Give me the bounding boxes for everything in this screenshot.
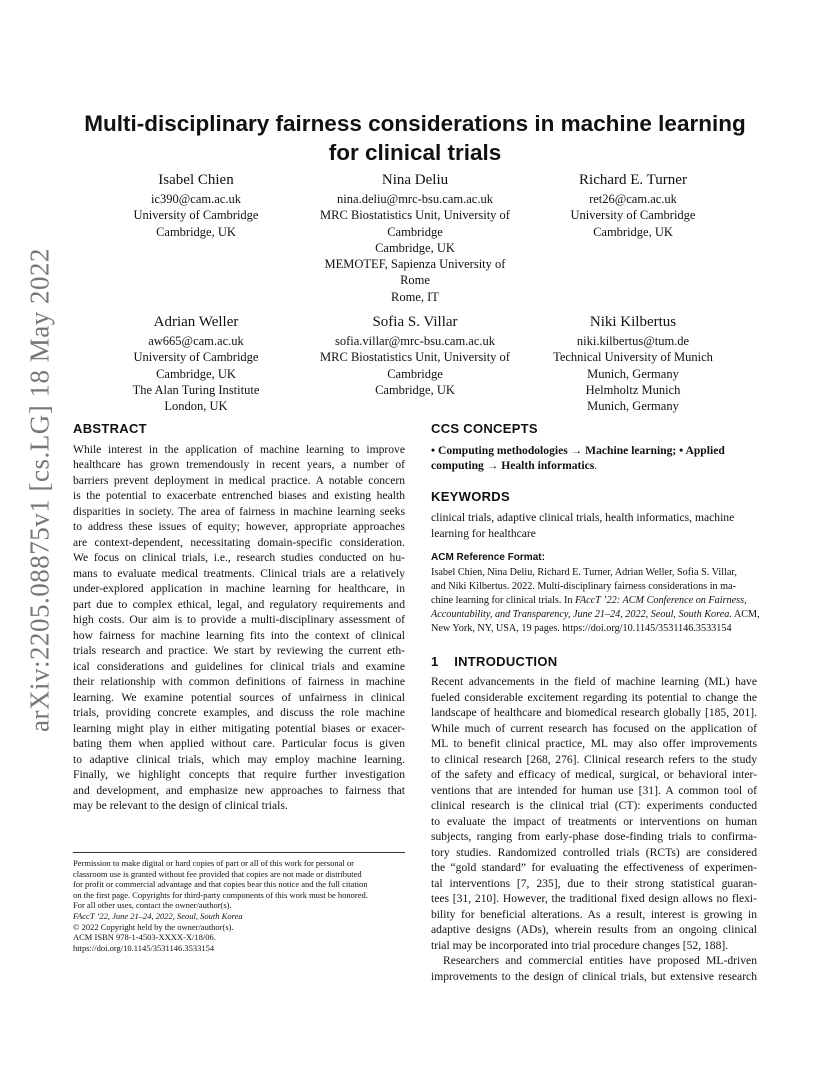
author-affiliation: The Alan Turing Institute: [132, 382, 260, 397]
footnote-line: classroom use is granted without fee provided that copies are not made or distributed: [73, 868, 362, 879]
author-affiliation: Helmholtz Munich: [585, 382, 681, 397]
intro-line: tal interventions [7, 235], due to their strong statistical guaran-: [431, 876, 757, 890]
abstract-line: trials, providing concrete examples, and discuss the role machine: [73, 706, 405, 719]
abstract-line: and development, and emphasize new approaches to fairness that: [73, 783, 405, 797]
author-name: Nina Deliu: [381, 172, 449, 188]
abstract-line: ical considerations and guidelines for clinical trials and examine: [73, 659, 405, 673]
author-name: Sofia S. Villar: [372, 314, 458, 330]
intro-title: INTRODUCTION: [454, 653, 558, 669]
abstract-line: barriers prevent deployment in medical practice. A notable concern: [73, 473, 405, 487]
intro-number: 1: [431, 653, 439, 669]
abstract-line: to address these issues of equity; however, appropriate approaches: [73, 520, 405, 533]
abstract-line: mans to evaluate medical treatments. Clinical trials are a relatively: [73, 566, 405, 580]
ccs-heading: CCS CONCEPTS: [431, 421, 538, 436]
abstract-line: Finally, we highlight concepts that require further investigation: [73, 768, 405, 781]
ccs-end: .: [594, 459, 598, 472]
ccs-term: computing → Health informatics: [431, 459, 595, 472]
intro-line: trial may be incorporated into trial procedure changes [52, 188].: [431, 938, 729, 952]
acm-ref-line: New York, NY, USA, 19 pages. https://doi.org/10.1145/3531146.3533154: [431, 623, 732, 635]
intro-line: the “gold standard” for evaluating the effectiveness of experimen-: [431, 861, 757, 875]
title-line: for clinical trials: [328, 140, 502, 165]
author-name: Isabel Chien: [158, 172, 234, 188]
abstract-line: may be relevant to the design of clinical trials.: [73, 799, 288, 812]
intro-line: tees [31, 210]. However, the traditional fixed design allows no flexi-: [431, 892, 757, 906]
footnote-line: Permission to make digital or hard copies of part or all of this work for personal or: [73, 858, 354, 868]
acm-ref-label: ACM Reference Format:: [431, 552, 545, 563]
abstract-line: disparities in society. The area of fairness in machine learning seeks: [73, 504, 405, 518]
acm-reference: [431, 566, 760, 637]
title-line: Multi-disciplinary fairness considerations in machine learning: [84, 111, 746, 136]
footnote-line: for profit or commercial advantage and that copies bear this notice and the full citation: [73, 879, 368, 890]
footnote-line: For all other uses, contact the owner/author(s).: [73, 900, 232, 911]
acm-ref-line: Isabel Chien, Nina Deliu, Richard E. Turner, Adrian Weller, Sofia S. Villar,: [431, 566, 737, 578]
ccs-line: • Computing methodologies → Machine learning; • Applied: [431, 443, 725, 457]
ccs-concepts: [431, 443, 757, 474]
abstract-line: healthcare has grown tremendously in recent years, a number of: [73, 458, 405, 471]
right-column: [431, 421, 760, 984]
author-affiliation: Cambridge: [387, 366, 443, 381]
author-email[interactable]: aw665@cam.ac.uk: [148, 334, 244, 348]
abstract-line: part due to complex ethical, legal, and regulatory requirements and: [73, 597, 405, 611]
author-location: Cambridge, UK: [156, 224, 236, 239]
author-location: Munich, Germany: [587, 366, 679, 381]
author-email[interactable]: sofia.villar@mrc-bsu.cam.ac.uk: [334, 334, 496, 348]
author-location: Munich, Germany: [587, 399, 679, 414]
abstract-line: are context-dependent, necessitating domain-specific consideration.: [73, 535, 405, 549]
intro-paragraph: [431, 953, 757, 984]
author-email[interactable]: nina.deliu@mrc-bsu.cam.ac.uk: [337, 192, 493, 206]
copyright-footnote: [73, 858, 405, 953]
abstract-line: under-explored application in machine learning for healthcare, in: [73, 582, 405, 595]
author-email[interactable]: ic390@cam.ac.uk: [151, 192, 241, 206]
intro-line: Researchers and commercial entities have proposed ML-driven: [443, 954, 757, 968]
abstract-line: While interest in the application of machine learning to improve: [73, 442, 405, 456]
author-affiliation: MRC Biostatistics Unit, University of: [320, 208, 510, 223]
intro-line: Recent advancements in the field of machine learning (ML) have: [431, 675, 757, 689]
author-affiliation: MEMOTEF, Sapienza University of: [324, 257, 506, 272]
keywords-heading: KEYWORDS: [431, 488, 510, 504]
arxiv-id: arXiv:2205.08875v1 [cs.LG] 18 May 2022: [24, 248, 55, 732]
acm-ref-venue: FAccT ’22: ACM Conference on Fairness,: [574, 594, 747, 606]
keywords-line: learning for healthcare: [431, 526, 536, 540]
author-location: Cambridge, UK: [375, 382, 455, 397]
author-affiliation: Cambridge: [387, 224, 443, 239]
abstract-section: [73, 421, 405, 814]
author-block: [545, 171, 721, 240]
footnote-doi[interactable]: https://doi.org/10.1145/3531146.3533154: [73, 942, 215, 953]
intro-line: bility for beneficial alterations. As a result, interest is growing in: [431, 907, 757, 921]
author-name: Adrian Weller: [153, 314, 239, 330]
acm-ref-line: and Niki Kilbertus. 2022. Multi-disciplinary fairness considerations in ma-: [431, 580, 737, 592]
intro-line: to evaluate the impact of treatments or interventions on human: [431, 814, 757, 828]
author-location: Cambridge, UK: [593, 224, 673, 239]
author-affiliation: University of Cambridge: [133, 350, 259, 365]
author-location: Cambridge, UK: [375, 240, 455, 255]
author-block: [306, 171, 524, 305]
author-block: [536, 313, 730, 414]
author-location: London, UK: [164, 399, 228, 414]
intro-line: improvements to the design of clinical trials, but extensive research: [431, 969, 757, 983]
abstract-line: trials research and practice. We start by reviewing the current eth-: [73, 644, 405, 657]
ccs-line: [431, 458, 757, 474]
intro-line: clinical research is the clinical trial (CT): experiments conducted: [431, 799, 757, 813]
author-block: [108, 313, 284, 414]
keywords: [431, 510, 757, 541]
arxiv-stamp: [20, 248, 60, 732]
author-email[interactable]: ret26@cam.ac.uk: [589, 192, 677, 206]
keywords-line: clinical trials, adaptive clinical trials, health informatics, machine: [431, 511, 735, 524]
author-affiliation: University of Cambridge: [133, 208, 259, 223]
acm-ref-line: [431, 608, 760, 622]
footnote-isbn: ACM ISBN 978-1-4503-XXXX-X/18/06.: [73, 932, 216, 943]
author-block: [108, 171, 284, 240]
author-location: Rome, IT: [391, 289, 439, 304]
intro-paragraph: [431, 674, 757, 953]
abstract-heading: ABSTRACT: [73, 421, 147, 436]
acm-ref-text: chine learning for clinical trials. In: [431, 594, 573, 606]
intro-line: ventions that are intended for human use [31]. A common tool of: [431, 783, 757, 797]
author-affiliation: Rome: [400, 273, 430, 288]
intro-line: tory studies. Randomized controlled trials (RCTs) are considered: [431, 845, 757, 859]
footnote-venue: FAccT ’22, June 21–24, 2022, Seoul, South Korea: [73, 910, 243, 921]
intro-line: adaptive designs (ADs), wherein results from an ongoing clinical: [431, 923, 757, 937]
paper-title: [70, 109, 760, 167]
author-location: Cambridge, UK: [156, 366, 236, 381]
footnote-copyright: © 2022 Copyright held by the owner/author(s).: [73, 921, 234, 932]
author-affiliation: Technical University of Munich: [553, 350, 713, 365]
author-affiliation: MRC Biostatistics Unit, University of: [320, 350, 510, 365]
abstract-line: learning might play in either mitigating potential biases or exacer-: [73, 721, 405, 735]
footnote-rule: [73, 852, 405, 853]
acm-ref-text: ACM,: [733, 609, 760, 621]
footnote-line: on the first page. Copyrights for third-party components of this work must be honored.: [73, 889, 368, 900]
intro-line: to clinical research [268, 276]. Clinical research refers to the study: [431, 752, 757, 766]
acm-ref-line: [431, 594, 757, 608]
abstract-body: [73, 442, 405, 814]
intro-line: While much of current research has focused on the application of: [431, 721, 757, 735]
intro-line: landscape of healthcare and biomedical research globally [185, 201].: [431, 706, 757, 720]
author-name: Richard E. Turner: [579, 172, 687, 188]
abstract-line: is the potential to exacerbate entrenched biases and existing health: [73, 489, 405, 502]
author-name: Niki Kilbertus: [589, 314, 677, 330]
abstract-line: bating them when applied without care. Particular focus is given: [73, 737, 405, 750]
author-block: [306, 313, 524, 398]
intro-heading: [431, 654, 757, 670]
abstract-line: to adaptive clinical trials, which may employ machine learning.: [73, 752, 405, 766]
intro-line: fueled considerable excitement regarding its potential to change the: [431, 690, 757, 704]
abstract-line: their relationship with common definitions of fairness in machine: [73, 675, 405, 688]
intro-line: of the safety and efficacy of medical, surgical, or behavioral inter-: [431, 768, 757, 782]
abstract-line: We focus on clinical trials, i.e., research studies conducted on hu-: [73, 551, 405, 564]
abstract-line: learning. We examine potential sources of unfairness in clinical: [73, 690, 405, 704]
abstract-line: high costs. Our aim is to provide a multi-disciplinary assessment of: [73, 613, 405, 626]
intro-line: subjects, ranging from early-phase dose-finding trials to confirma-: [431, 830, 757, 844]
intro-line: ML to benefit clinical practice, ML may also offer improvements: [431, 737, 757, 751]
author-email[interactable]: niki.kilbertus@tum.de: [576, 334, 690, 348]
abstract-line: how fairness for machine learning fits into the context of clinical: [73, 628, 405, 642]
acm-ref-venue: Accountability, and Transparency, June 21–24, 2022, Seoul, South Korea.: [431, 609, 732, 621]
author-affiliation: University of Cambridge: [570, 208, 696, 223]
